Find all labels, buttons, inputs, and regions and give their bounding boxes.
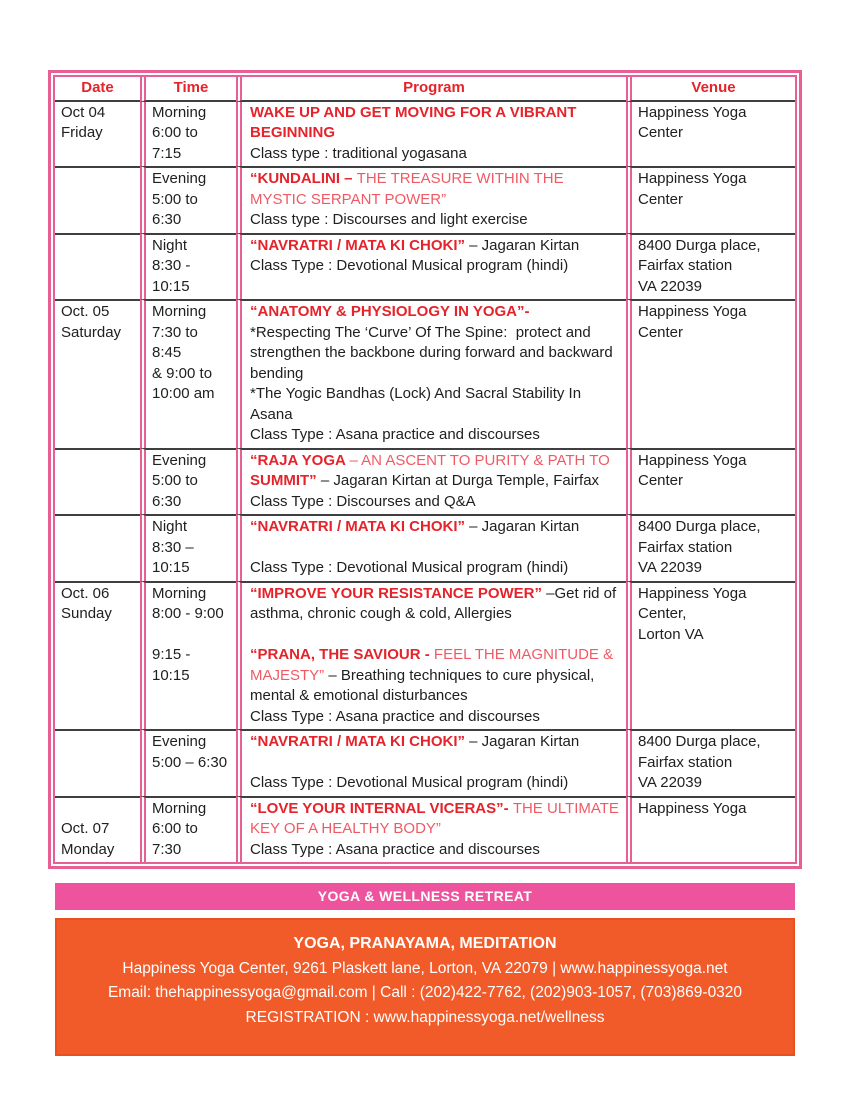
program-cell xyxy=(236,448,626,515)
program-text: Class Type : Devotional Musical program (hindi) xyxy=(250,257,569,274)
venue-line: 8400 Durga place, xyxy=(638,236,761,254)
program-paragraph xyxy=(250,302,622,323)
program-paragraph xyxy=(250,384,622,425)
time-cell xyxy=(140,166,236,233)
program-paragraph xyxy=(250,451,622,492)
program-text: –Get rid of asthma, chronic cough & cold, Allergies xyxy=(250,584,621,622)
time-cell xyxy=(140,581,236,730)
program-paragraph xyxy=(250,584,622,625)
date-cell xyxy=(55,448,140,515)
date-cell xyxy=(55,102,140,167)
date-line: Oct. 05 xyxy=(61,303,110,320)
time-line: 7:30 to 8:45 xyxy=(152,323,198,361)
program-paragraph xyxy=(250,707,622,728)
program-cell xyxy=(236,299,626,448)
program-title: “IMPROVE YOUR RESISTANCE POWER” xyxy=(250,584,542,602)
time-line: Night xyxy=(152,236,188,254)
time-line: Night xyxy=(152,518,188,535)
program-text: *Respecting The ‘Curve’ Of The Spine: protect and strengthen the backbone during forward and backward bending xyxy=(250,323,617,382)
date-line: Friday xyxy=(61,124,103,141)
col-header-date: Date xyxy=(55,77,140,102)
venue-line: VA 22039 xyxy=(638,559,702,576)
program-paragraph xyxy=(250,558,622,579)
program-title: “PRANA, THE SAVIOUR - xyxy=(250,646,434,663)
program-paragraph xyxy=(250,492,622,513)
date-line: Sunday xyxy=(61,605,112,622)
date-cell xyxy=(55,514,140,581)
time-cell xyxy=(140,448,236,515)
date-cell xyxy=(55,233,140,300)
date-line: Saturday xyxy=(61,323,122,341)
time-line: 5:00 – 6:30 xyxy=(152,753,228,771)
time-line: 6:00 to 7:30 xyxy=(152,820,198,858)
program-text: – Jagaran Kirtan xyxy=(464,733,580,750)
program-text: Class Type : Asana practice and discourses xyxy=(250,426,540,443)
time-line: Morning xyxy=(152,303,207,320)
venue-line: VA 22039 xyxy=(638,277,702,295)
program-title: “NAVRATRI / MATA KI CHOKI” xyxy=(250,518,465,535)
time-line: Morning xyxy=(152,103,207,121)
program-title: SUMMIT” xyxy=(250,472,317,489)
venue-cell xyxy=(626,299,795,448)
time-line: Evening xyxy=(152,733,207,750)
schedule-row xyxy=(55,729,795,796)
schedule-body xyxy=(55,102,795,863)
program-paragraph xyxy=(250,732,622,753)
time-line: Morning xyxy=(152,799,207,817)
program-title: THE ULTIMATE KEY OF A HEALTHY BODY” xyxy=(250,799,624,837)
venue-line: Center xyxy=(638,472,684,489)
venue-line: Happiness Yoga xyxy=(638,799,747,817)
venue-line: 8400 Durga place, xyxy=(638,518,761,535)
retreat-banner-label: YOGA & WELLNESS RETREAT xyxy=(317,888,533,905)
table-header-row xyxy=(55,77,795,102)
time-line: 9:15 - 10:15 xyxy=(152,646,191,684)
venue-line: Center xyxy=(638,124,684,141)
program-text: Class Type : Discourses and Q&A xyxy=(250,492,476,510)
program-cell xyxy=(236,102,626,167)
date-cell xyxy=(55,796,140,863)
program-title: THE TREASURE WITHIN THE MYSTIC SERPANT POWER” xyxy=(250,170,568,208)
program-paragraph xyxy=(250,645,622,707)
program-title: “NAVRATRI / MATA KI CHOKI” xyxy=(250,236,465,254)
contact-banner-registration: REGISTRATION : www.happinessyoga.net/wellness xyxy=(245,1008,605,1026)
program-title: FEEL THE MAGNITUDE & MAJESTY” xyxy=(250,646,618,684)
time-cell xyxy=(140,796,236,863)
col-header-venue: Venue xyxy=(626,77,795,102)
program-title: “ANATOMY & PHYSIOLOGY IN YOGA”- xyxy=(250,303,530,320)
program-cell xyxy=(236,729,626,796)
program-cell xyxy=(236,166,626,233)
venue-line: Happiness Yoga xyxy=(638,170,747,187)
program-cell xyxy=(236,581,626,730)
date-cell xyxy=(55,729,140,796)
venue-line: Fairfax station xyxy=(638,753,733,771)
program-paragraph xyxy=(250,753,622,774)
program-cell xyxy=(236,514,626,581)
program-title: WAKE UP AND GET MOVING FOR A VIBRANT BEGINNING xyxy=(250,103,581,141)
program-title: – AN ASCENT TO PURITY & PATH TO xyxy=(349,451,614,469)
venue-line: Happiness Yoga xyxy=(638,303,747,320)
time-line: Evening xyxy=(152,170,207,187)
program-paragraph xyxy=(250,103,622,144)
program-text: Class Type : Devotional Musical program (hindi) xyxy=(250,774,569,791)
time-line: & 9:00 to xyxy=(152,364,213,382)
venue-line: Center xyxy=(638,323,684,341)
venue-line: Happiness Yoga xyxy=(638,584,747,602)
program-paragraph xyxy=(250,425,622,446)
schedule-row xyxy=(55,796,795,863)
schedule-row xyxy=(55,102,795,167)
date-line xyxy=(61,799,134,820)
time-line: Morning xyxy=(152,584,207,602)
program-paragraph xyxy=(250,256,622,277)
venue-cell xyxy=(626,448,795,515)
program-text: Class Type : Asana practice and discourses xyxy=(250,707,540,725)
venue-line: Center, xyxy=(638,605,687,622)
time-cell xyxy=(140,102,236,167)
venue-cell xyxy=(626,102,795,167)
program-paragraph xyxy=(250,840,622,861)
schedule-row xyxy=(55,448,795,515)
time-line: Evening xyxy=(152,451,207,469)
program-paragraph xyxy=(250,517,622,538)
venue-line: Happiness Yoga xyxy=(638,451,747,469)
schedule-row xyxy=(55,581,795,730)
program-text: – Breathing techniques to cure physical, mental & emotional disturbances xyxy=(250,666,599,704)
program-paragraph xyxy=(250,538,622,559)
program-paragraph xyxy=(250,323,622,385)
time-line: 6:30 xyxy=(152,492,182,510)
program-text: – Jagaran Kirtan at Durga Temple, Fairfax xyxy=(316,472,600,489)
schedule-table-frame xyxy=(48,70,802,869)
contact-banner-email-phone: Email: thehappinessyoga@gmail.com | Call : (202)422-7762, (202)903-1057, (703)869-0320 xyxy=(107,984,743,1001)
program-text: Class Type : Devotional Musical program (hindi) xyxy=(250,559,569,576)
venue-line: Center xyxy=(638,190,684,208)
program-text: Class type : Discourses and light exercise xyxy=(250,211,528,228)
time-line: 5:00 to xyxy=(152,472,198,489)
time-line xyxy=(152,625,230,646)
date-cell xyxy=(55,166,140,233)
program-paragraph xyxy=(250,625,622,646)
contact-banner-title: YOGA, PRANAYAMA, MEDITATION xyxy=(293,935,557,952)
time-line: 6:00 to 7:15 xyxy=(152,124,198,162)
program-paragraph xyxy=(250,169,622,210)
venue-cell xyxy=(626,514,795,581)
time-line: 8:00 - 9:00 xyxy=(152,605,224,622)
venue-line: 8400 Durga place, xyxy=(638,733,761,750)
program-text: – Jagaran Kirtan xyxy=(464,236,580,254)
time-cell xyxy=(140,299,236,448)
venue-cell xyxy=(626,233,795,300)
program-paragraph xyxy=(250,799,622,840)
venue-line: VA 22039 xyxy=(638,774,702,791)
date-line: Oct. 06 xyxy=(61,584,110,602)
col-header-time: Time xyxy=(140,77,236,102)
program-cell xyxy=(236,796,626,863)
venue-cell xyxy=(626,796,795,863)
program-text: *The Yogic Bandhas (Lock) And Sacral Stability In Asana xyxy=(250,385,585,423)
venue-cell xyxy=(626,166,795,233)
date-line: Monday xyxy=(61,840,115,858)
program-title: “RAJA YOGA xyxy=(250,451,350,469)
date-line: Oct. 07 xyxy=(61,820,110,837)
venue-line: Lorton VA xyxy=(638,625,704,643)
time-line: 5:00 to 6:30 xyxy=(152,190,198,228)
program-paragraph xyxy=(250,773,622,794)
col-header-program: Program xyxy=(236,77,626,102)
program-cell xyxy=(236,233,626,300)
venue-line: Happiness Yoga xyxy=(638,103,747,121)
date-cell xyxy=(55,581,140,730)
retreat-banner xyxy=(55,883,795,910)
time-cell xyxy=(140,514,236,581)
time-line: 10:00 am xyxy=(152,385,215,402)
program-paragraph xyxy=(250,210,622,231)
schedule-row xyxy=(55,514,795,581)
date-cell xyxy=(55,299,140,448)
venue-cell xyxy=(626,581,795,730)
program-paragraph xyxy=(250,144,622,165)
time-line: 8:30 – 10:15 xyxy=(152,538,194,576)
program-title: “NAVRATRI / MATA KI CHOKI” xyxy=(250,733,465,750)
contact-banner xyxy=(55,918,795,1056)
venue-line: Fairfax station xyxy=(638,257,733,274)
venue-line: Fairfax station xyxy=(638,538,733,556)
program-title: “LOVE YOUR INTERNAL VICERAS”- xyxy=(250,799,513,817)
program-text: Class type : traditional yogasana xyxy=(250,144,467,162)
program-paragraph xyxy=(250,236,622,257)
time-cell xyxy=(140,233,236,300)
program-text: – Jagaran Kirtan xyxy=(464,518,580,535)
venue-cell xyxy=(626,729,795,796)
contact-banner-address: Happiness Yoga Center, 9261 Plaskett lane, Lorton, VA 22079 | www.happinessyoga.net xyxy=(122,959,728,977)
schedule-row xyxy=(55,166,795,233)
time-line: 8:30 - 10:15 xyxy=(152,257,191,295)
program-text: Class Type : Asana practice and discourses xyxy=(250,840,540,858)
program-title: “KUNDALINI – xyxy=(250,170,357,187)
date-line: Oct 04 xyxy=(61,103,106,121)
schedule-row xyxy=(55,299,795,448)
schedule-table xyxy=(53,75,797,864)
time-cell xyxy=(140,729,236,796)
schedule-row xyxy=(55,233,795,300)
